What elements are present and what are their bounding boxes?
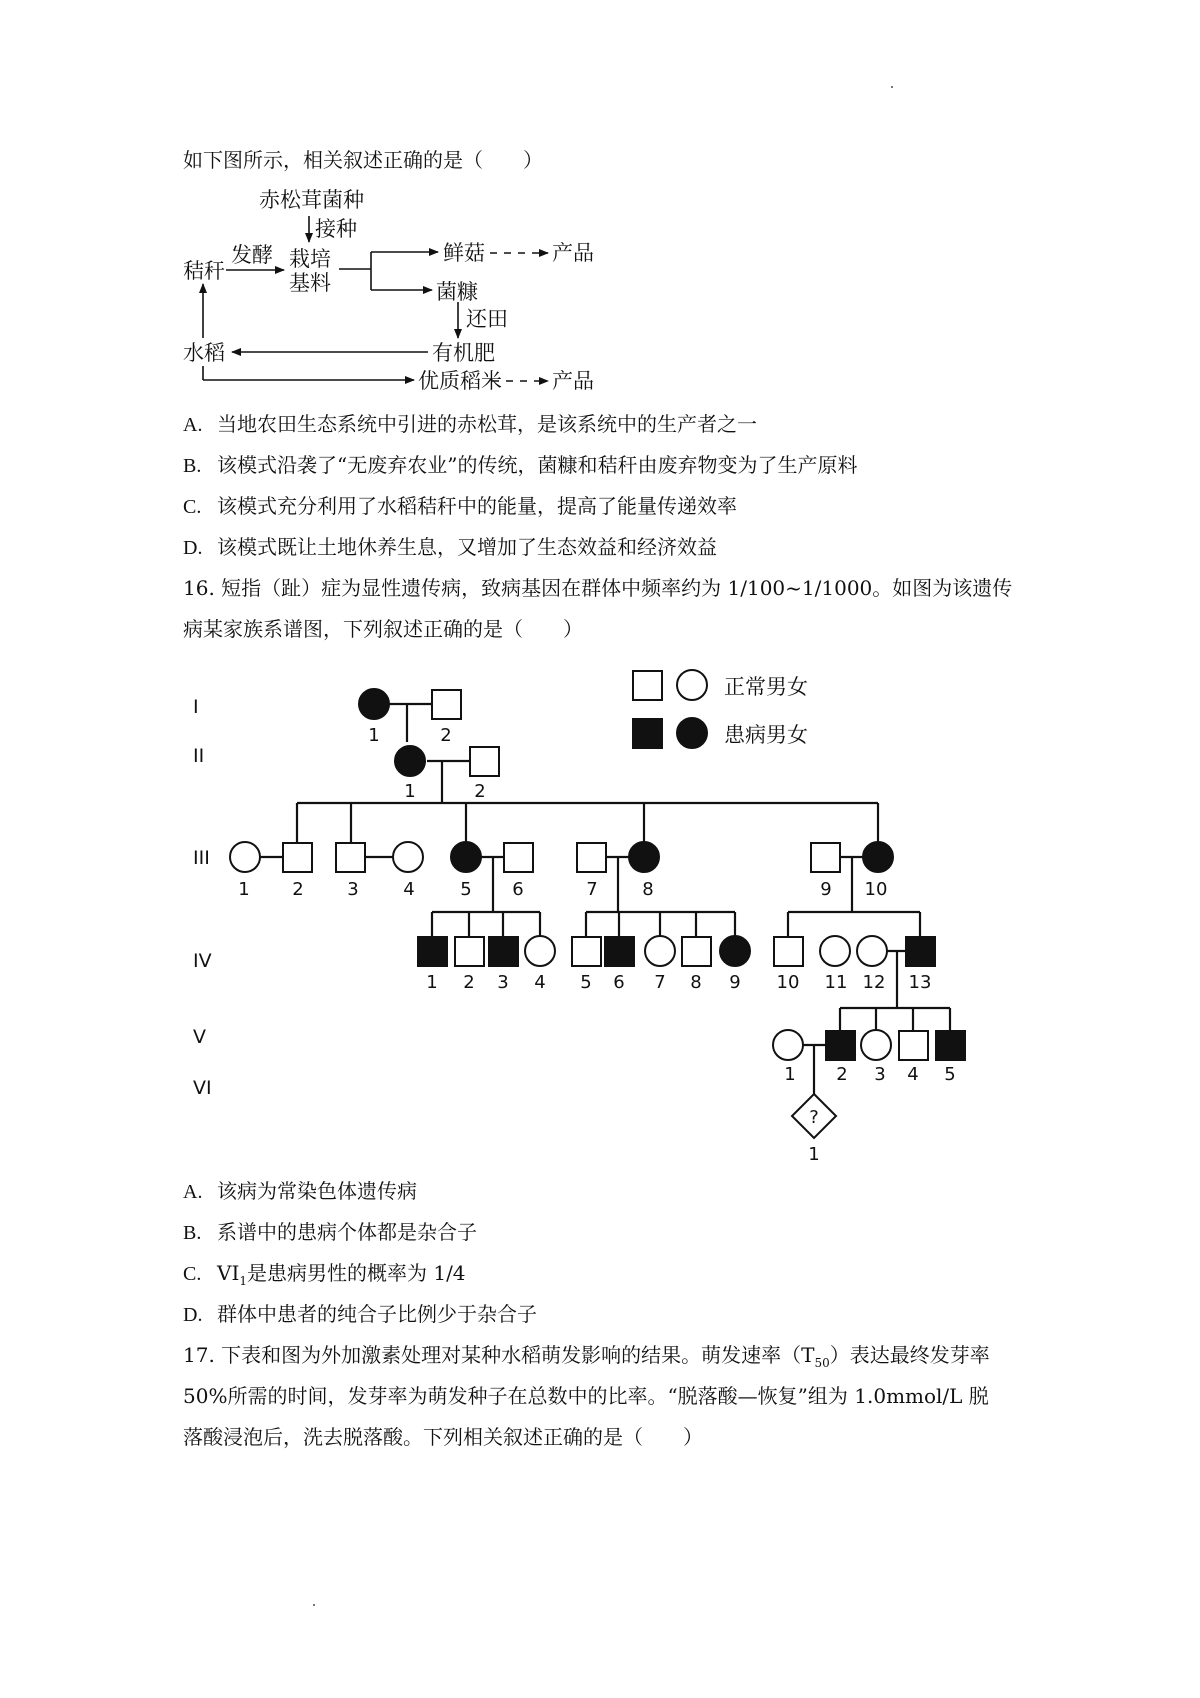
num-V2: 2 bbox=[836, 1064, 848, 1085]
pedigree-I1-affected-female bbox=[359, 689, 389, 719]
pedigree-III1-normal-female bbox=[230, 842, 260, 872]
pedigree-IV5-normal-male bbox=[572, 937, 601, 966]
q16-option-b: B. 系谱中的患病个体都是杂合子 bbox=[183, 1220, 477, 1244]
q15-stem: 如下图所示，相关叙述正确的是（ ） bbox=[183, 148, 543, 172]
pedigree-III9-normal-male bbox=[811, 843, 840, 872]
num-VI1: 1 bbox=[808, 1144, 820, 1165]
pedigree-V3-normal-female bbox=[861, 1030, 891, 1060]
pedigree-IV8-normal-male bbox=[682, 937, 711, 966]
legend-normal-female-icon bbox=[677, 670, 707, 700]
legend-affected-female-icon bbox=[677, 718, 707, 748]
q16-option-c: C. $VI_1$是患病男性的概率为 1/4 bbox=[183, 1261, 466, 1288]
num-IV3: 3 bbox=[497, 972, 509, 993]
pedigree-II1-affected-female bbox=[395, 746, 425, 776]
gen-label-VI: VI bbox=[193, 1077, 212, 1099]
q15-option-a: A. 当地农田生态系统中引进的赤松茸，是该系统中的生产者之一 bbox=[183, 412, 757, 436]
q17-stem-line3: 落酸浸泡后，洗去脱落酸。下列相关叙述正确的是（ ） bbox=[183, 1425, 703, 1449]
pedigree-IV3-affected-male bbox=[489, 937, 518, 966]
flow-product-2: 产品 bbox=[552, 369, 594, 393]
flow-quality-rice: 优质稻米 bbox=[418, 369, 502, 393]
q17-stem-line1: 17. 下表和图为外加激素处理对某种水稻萌发影响的结果。萌发速率$(T_{50})$表达最终发芽率 bbox=[183, 1343, 990, 1370]
pedigree-III7-normal-male bbox=[577, 843, 606, 872]
q17-stem-line2: 50%所需的时间，发芽率为萌发种子在总数中的比率。“脱落酸—恢复”组为 1.0mmol/L 脱 bbox=[183, 1384, 989, 1408]
q16-stem-line1: 16. 短指（趾）症为显性遗传病，致病基因在群体中频率约为 1/100~1/1000。如图为该遗传 bbox=[183, 576, 1013, 600]
num-V5: 5 bbox=[944, 1064, 956, 1085]
flow-rice: 水稻 bbox=[183, 341, 225, 365]
q16-option-d: D. 群体中患者的纯合子比例少于杂合子 bbox=[183, 1302, 537, 1326]
q16-option-a: A. 该病为常染色体遗传病 bbox=[183, 1179, 417, 1203]
flow-inoculate: 接种 bbox=[315, 217, 357, 241]
flow-straw: 秸秆 bbox=[183, 259, 225, 283]
num-V3: 3 bbox=[874, 1064, 886, 1085]
flow-organic-fertilizer: 有机肥 bbox=[432, 341, 495, 365]
flow-fresh-mushroom: 鲜菇 bbox=[443, 241, 485, 265]
num-III10: 10 bbox=[864, 879, 888, 900]
num-IV5: 5 bbox=[580, 972, 592, 993]
legend-affected-label: 患病男女 bbox=[724, 723, 808, 747]
pedigree-IV10-normal-male bbox=[774, 937, 803, 966]
num-IV11: 11 bbox=[824, 972, 848, 993]
pedigree-legend bbox=[633, 670, 707, 748]
pedigree-IV11-normal-female bbox=[820, 936, 850, 966]
num-II2: 2 bbox=[474, 781, 486, 802]
num-III3: 3 bbox=[347, 879, 359, 900]
gen-label-V: V bbox=[193, 1026, 206, 1048]
pedigree-IV9-affected-female bbox=[720, 936, 750, 966]
pedigree-IV2-normal-male bbox=[455, 937, 484, 966]
num-IV4: 4 bbox=[534, 972, 546, 993]
pedigree-IV4-normal-female bbox=[525, 936, 555, 966]
num-III7: 7 bbox=[586, 879, 598, 900]
gen-label-I: I bbox=[193, 696, 199, 718]
num-V1: 1 bbox=[784, 1064, 796, 1085]
pedigree-IV1-affected-male bbox=[418, 937, 447, 966]
flow-ferment: 发酵 bbox=[231, 243, 273, 267]
pedigree-IV6-affected-male bbox=[605, 937, 634, 966]
pedigree-I2-normal-male bbox=[432, 690, 461, 719]
gen-label-IV: IV bbox=[193, 950, 212, 972]
num-III8: 8 bbox=[642, 879, 654, 900]
pedigree-IV7-normal-female bbox=[645, 936, 675, 966]
pedigree-III3-normal-male bbox=[336, 843, 365, 872]
q15-option-b: B. 该模式沿袭了“无废弃农业”的传统，菌糠和秸秆由废弃物变为了生产原料 bbox=[183, 453, 858, 477]
num-IV13: 13 bbox=[908, 972, 932, 993]
pedigree-IV12-normal-female bbox=[857, 936, 887, 966]
num-IV12: 12 bbox=[862, 972, 886, 993]
flow-substrate-2: 基料 bbox=[289, 271, 331, 295]
num-III2: 2 bbox=[292, 879, 304, 900]
legend-normal-male-icon bbox=[633, 671, 662, 700]
num-III1: 1 bbox=[238, 879, 250, 900]
num-I1: 1 bbox=[368, 725, 380, 746]
gen-label-II: II bbox=[193, 745, 205, 767]
flow-product-1: 产品 bbox=[552, 241, 594, 265]
num-IV9: 9 bbox=[729, 972, 741, 993]
q15-option-c: C. 该模式充分利用了水稻秸秆中的能量，提高了能量传递效率 bbox=[183, 494, 737, 518]
pedigree-IV13-affected-male bbox=[906, 937, 935, 966]
pedigree-III5-affected-female bbox=[451, 842, 481, 872]
pedigree-unknown-mark: ? bbox=[809, 1107, 819, 1128]
num-I2: 2 bbox=[440, 725, 452, 746]
pedigree-V2-affected-male bbox=[826, 1031, 855, 1060]
q16-stem-line2: 病某家族系谱图，下列叙述正确的是（ ） bbox=[183, 617, 583, 641]
flow-return-field: 还田 bbox=[466, 307, 508, 331]
flow-substrate-1: 栽培 bbox=[289, 247, 331, 271]
legend-affected-male-icon bbox=[633, 719, 662, 748]
pedigree-III2-normal-male bbox=[283, 843, 312, 872]
flow-residue: 菌糠 bbox=[436, 280, 478, 304]
pedigree-III4-normal-female bbox=[393, 842, 423, 872]
pedigree-V4-normal-male bbox=[899, 1031, 928, 1060]
pedigree-III6-normal-male bbox=[504, 843, 533, 872]
num-IV10: 10 bbox=[776, 972, 800, 993]
num-III9: 9 bbox=[820, 879, 832, 900]
num-IV2: 2 bbox=[463, 972, 475, 993]
pedigree-III10-affected-female bbox=[863, 842, 893, 872]
num-IV7: 7 bbox=[654, 972, 666, 993]
pedigree-V5-affected-male bbox=[936, 1031, 965, 1060]
pedigree-III8-affected-female bbox=[629, 842, 659, 872]
q15-option-d: D. 该模式既让土地休养生息，又增加了生态效益和经济效益 bbox=[183, 535, 717, 559]
num-III6: 6 bbox=[512, 879, 524, 900]
num-III4: 4 bbox=[403, 879, 415, 900]
pedigree-V1-normal-female bbox=[773, 1030, 803, 1060]
pedigree-II2-normal-male bbox=[470, 747, 499, 776]
legend-normal-label: 正常男女 bbox=[724, 675, 808, 699]
num-IV1: 1 bbox=[426, 972, 438, 993]
num-II1: 1 bbox=[404, 781, 416, 802]
num-IV8: 8 bbox=[690, 972, 702, 993]
gen-label-III: III bbox=[193, 847, 210, 869]
num-IV6: 6 bbox=[613, 972, 625, 993]
num-V4: 4 bbox=[907, 1064, 919, 1085]
scan-dot bbox=[313, 1604, 315, 1606]
flow-strain: 赤松茸菌种 bbox=[259, 188, 364, 212]
num-III5: 5 bbox=[460, 879, 472, 900]
